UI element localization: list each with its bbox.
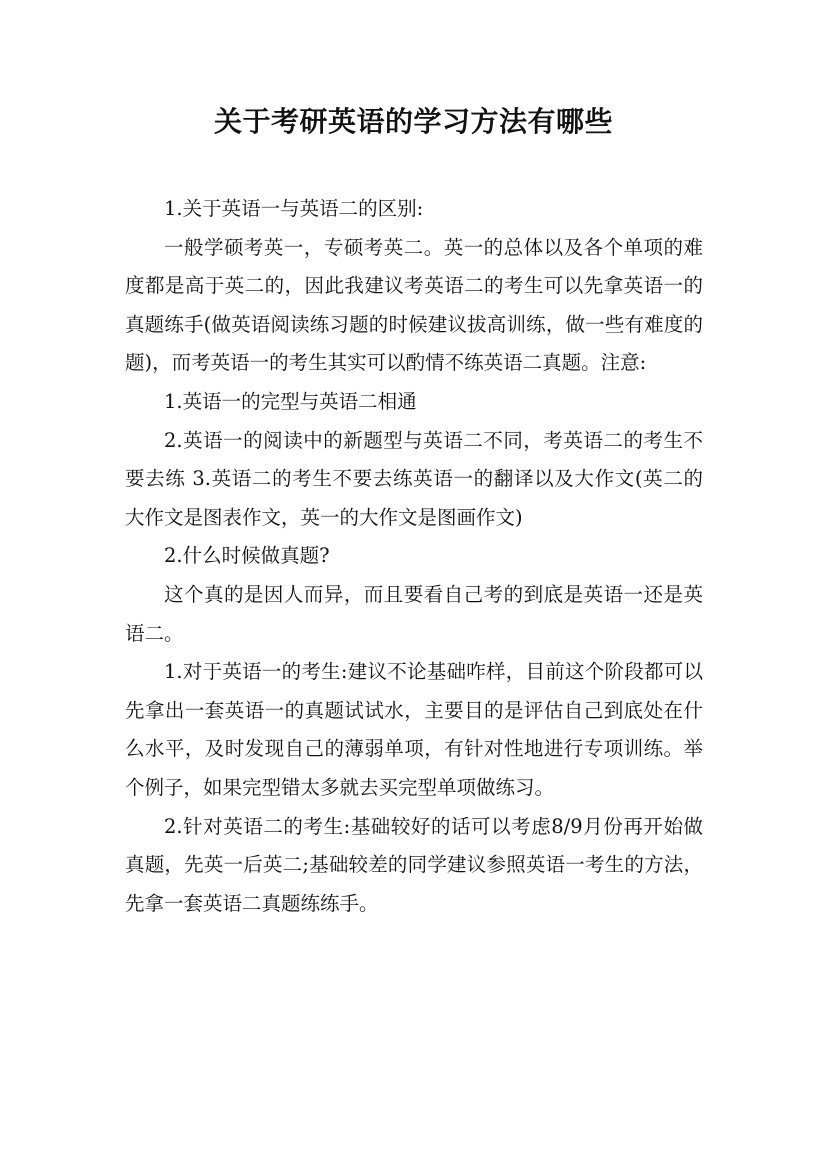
paragraph: 1.英语一的完型与英语二相通 [164,389,417,413]
paragraph: 1.关于英语一与英语二的区别: [164,197,424,220]
paragraph: 2.什么时候做真题? [164,544,330,568]
document-body [125,190,703,923]
paragraph: 1.对于英语一的考生:建议不论基础咋样，目前这个阶段都可以先拿出一套英语一的真题试试水，主要目的是评估自己到底处在什么水平，及时发现自己的薄弱单项，有针对性地进行专项训练。举个例子，如果完型错太多就去买完型单项做练习。 [125,660,703,799]
paragraph: 这个真的是因人而异，而且要看自己考的到底是英语一还是英语二。 [125,582,703,645]
paragraph: 2.英语一的阅读中的新题型与英语二不同，考英语二的考生不要去练 3.英语二的考生不要去练英语一的翻译以及大作文(英二的大作文是图表作文，英一的大作文是图画作文) [125,428,703,529]
paragraph: 2.针对英语二的考生:基础较好的话可以考虑8/9月份再开始做真题，先英一后英二;基础较差的同学建议参照英语一考生的方法，先拿一套英语二真题练练手。 [125,814,703,915]
document-title: 关于考研英语的学习方法有哪些 [213,105,613,138]
paragraph: 一般学硕考英一，专硕考英二。英一的总体以及各个单项的难度都是高于英二的，因此我建议考英语二的考生可以先拿英语一的真题练手(做英语阅读练习题的时候建议拔高训练，做一些有难度的题)，而考英语一的考生其实可以酌情不练英语二真题。注意: [125,235,703,375]
